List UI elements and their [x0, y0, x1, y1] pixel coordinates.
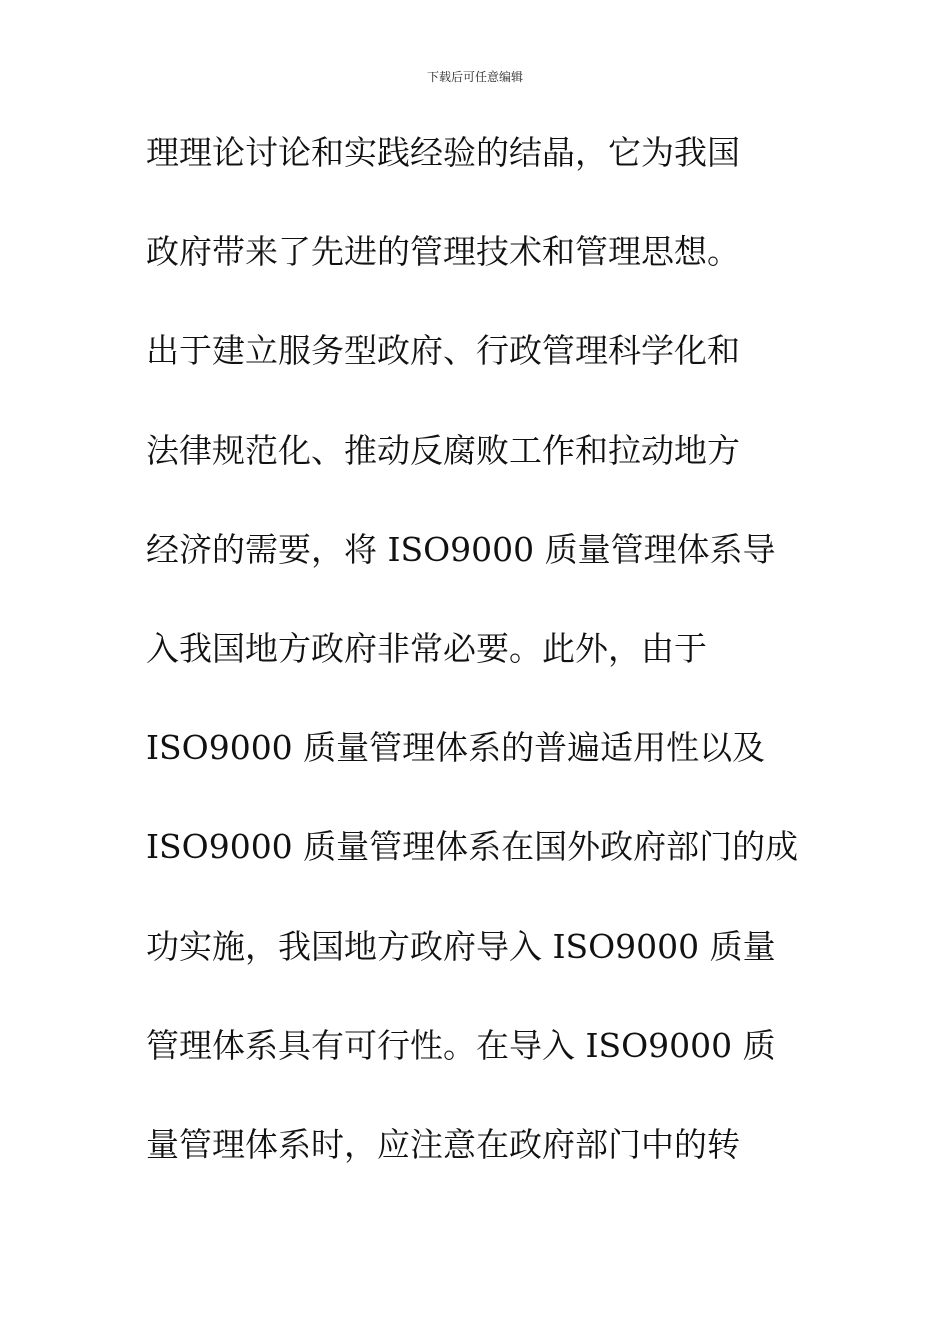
text-line: ISO9000 质量管理体系在国外政府部门的成	[146, 827, 799, 867]
text-line: 政府带来了先进的管理技术和管理思想。	[146, 232, 740, 272]
text-line: 出于建立服务型政府、行政管理科学化和	[146, 331, 740, 371]
text-line: 法律规范化、推动反腐败工作和拉动地方	[146, 430, 740, 470]
text-line: 入我国地方政府非常必要。此外，由于	[146, 628, 707, 668]
text-line: 功实施，我国地方政府导入 ISO9000 质量	[146, 926, 776, 966]
text-line: 理理论讨论和实践经验的结晶，它为我国	[146, 133, 740, 172]
text-line: 经济的需要，将 ISO9000 质量管理体系导	[146, 529, 776, 569]
text-line: 管理体系具有可行性。在导入 ISO9000 质	[146, 1025, 776, 1065]
text-line: ISO9000 质量管理体系的普遍适用性以及	[146, 728, 766, 768]
page-header: 下载后可任意编辑	[426, 70, 523, 84]
text-line: 量管理体系时，应注意在政府部门中的转	[146, 1124, 740, 1164]
body-text	[146, 128, 826, 1219]
